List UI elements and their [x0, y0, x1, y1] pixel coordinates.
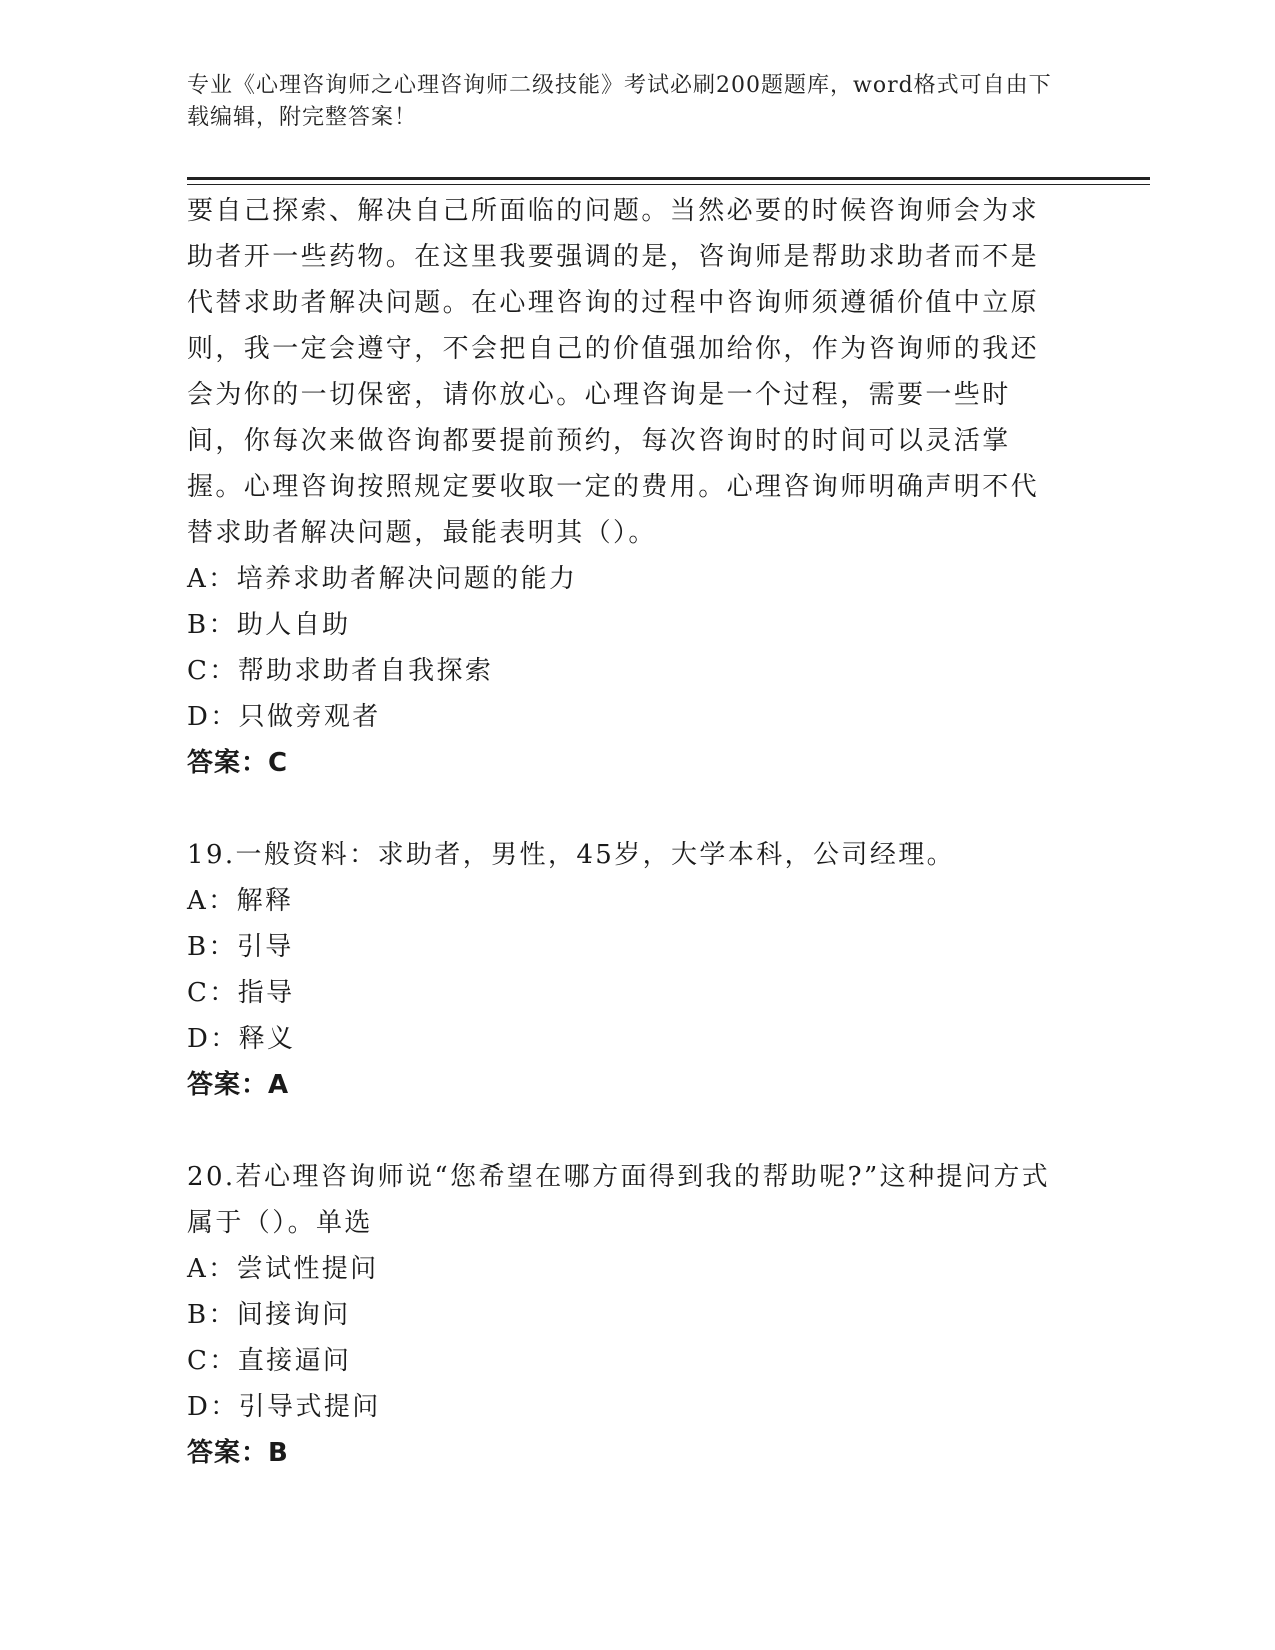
option-c: C：直接逼问: [187, 1346, 352, 1376]
spacer: [187, 1108, 1067, 1154]
header-rule-thick: [187, 177, 1150, 180]
option-a: A：尝试性提问: [187, 1254, 379, 1284]
option-b: B：助人自助: [187, 610, 351, 640]
option-a: A：解释: [187, 886, 294, 916]
option-d: D：引导式提问: [187, 1392, 381, 1422]
spacer: [187, 786, 1067, 832]
question-stem: 要自己探索、解决自己所面临的问题。当然必要的时候咨询师会为求助者开一些药物。在这里我要强调的是，咨询师是帮助求助者而不是代替求助者解决问题。在心理咨询的过程中咨询师须遵循价值中立原则，我一定会遵守，不会把自己的价值强加给你，作为咨询师的我还会为你的一切保密，请你放心。心理咨询是一个过程，需要一些时间，你每次来做咨询都要提前预约，每次咨询时的时间可以灵活掌握。心理咨询按照规定要收取一定的费用。心理咨询师明确声明不代替求助者解决问题，最能表明其（）。: [187, 196, 1040, 548]
question-stem: 19.一般资料：求助者，男性，45岁，大学本科，公司经理。: [187, 840, 956, 870]
question-19: [187, 832, 1067, 1108]
option-c: C：帮助求助者自我探索: [187, 656, 494, 686]
option-b: B：引导: [187, 932, 294, 962]
page-header: 专业《心理咨询师之心理咨询师二级技能》考试必刷200题题库，word格式可自由下载编辑，附完整答案！: [187, 73, 1052, 130]
answer: 答案：A: [187, 1070, 290, 1100]
header-rule-thin: [187, 184, 1150, 185]
question-20: [187, 1154, 1067, 1476]
option-a: A：培养求助者解决问题的能力: [187, 564, 578, 594]
question-18: [187, 188, 1067, 786]
option-d: D：释义: [187, 1024, 296, 1054]
answer: 答案：C: [187, 748, 289, 778]
question-stem: 20.若心理咨询师说“您希望在哪方面得到我的帮助呢?”这种提问方式属于（）。单选: [187, 1162, 1051, 1238]
option-c: C：指导: [187, 978, 295, 1008]
option-b: B：间接询问: [187, 1300, 351, 1330]
answer: 答案：B: [187, 1438, 289, 1468]
option-d: D：只做旁观者: [187, 702, 381, 732]
question-content: [187, 188, 1067, 1476]
